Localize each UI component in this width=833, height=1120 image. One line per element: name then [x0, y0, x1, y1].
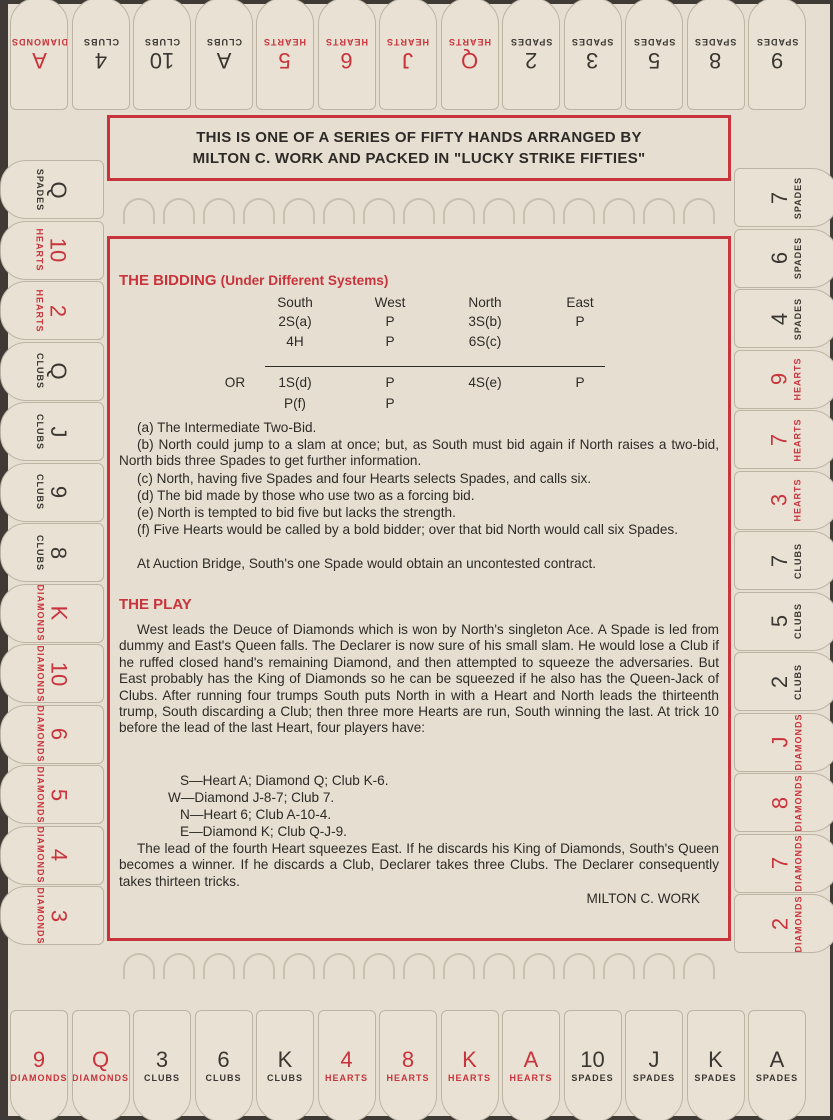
tab-rank: 10: [580, 1047, 605, 1072]
tab-label: [206, 1049, 242, 1083]
perforation-slot: [683, 198, 715, 224]
tab-label: [263, 37, 306, 71]
tab-right-11: [734, 773, 833, 832]
tab-right-3: [734, 289, 833, 348]
tab-right-13: [734, 894, 833, 953]
tab-suit: CLUBS: [793, 603, 803, 639]
tab-top-13: [748, 0, 806, 110]
tab-label: [35, 474, 69, 510]
tab-rank: 7: [767, 554, 792, 567]
note-f: (f) Five Hearts would be called by a bold bidder; over that bid North would call six Spades.: [137, 522, 679, 537]
tab-top-7: [379, 0, 437, 110]
tab-top-9: [502, 0, 560, 110]
tab-suit: DIAMONDS: [35, 826, 45, 884]
tab-right-6: [734, 471, 833, 530]
tab-label: [35, 289, 69, 332]
tab-suit: SPADES: [35, 168, 45, 211]
tab-label: [35, 645, 69, 702]
tab-suit: HEARTS: [792, 478, 803, 522]
tab-left-9: [0, 644, 104, 703]
bid-cell: P: [385, 334, 395, 349]
perforation-slot: [563, 198, 595, 224]
perforation-slot: [643, 198, 675, 224]
tab-rank: 3: [46, 909, 71, 922]
tab-right-12: [734, 834, 833, 893]
tab-label: [11, 37, 68, 71]
tab-label: [766, 357, 803, 401]
tab-left-12: [0, 826, 104, 885]
tab-label: [386, 37, 429, 71]
tab-suit: SPADES: [509, 37, 553, 47]
tab-suit: CLUBS: [144, 37, 180, 47]
tab-rank: 6: [46, 727, 71, 741]
tab-label: [144, 37, 180, 71]
tab-label: [769, 895, 803, 952]
tab-label: [769, 603, 803, 639]
tab-rank: 3: [766, 493, 792, 507]
perforation-slot: [483, 198, 515, 224]
tab-suit: SPADES: [755, 1073, 799, 1083]
tab-left-10: [0, 705, 104, 764]
tab-suit: SPADES: [755, 37, 799, 47]
bid-cell: P: [385, 375, 395, 390]
tab-rank: 9: [766, 372, 792, 386]
tab-rank: 2: [767, 675, 792, 688]
perforation-slot: [323, 198, 355, 224]
perforation-slot: [643, 953, 675, 979]
tab-suit: DIAMONDS: [793, 713, 803, 771]
tab-suit: HEARTS: [34, 228, 45, 272]
tab-label: [325, 37, 368, 71]
tab-bottom-1: [10, 1010, 68, 1120]
bid-cell: 1S(d): [278, 375, 312, 390]
perforation-slot: [243, 953, 275, 979]
tab-rank: 8: [46, 546, 71, 559]
tab-suit: SPADES: [571, 1073, 614, 1083]
hand-north: N—Heart 6; Club A-10-4.: [180, 807, 332, 822]
tab-top-12: [687, 0, 745, 110]
tab-right-5: [734, 410, 833, 469]
tab-label: [571, 37, 613, 71]
tab-rank: A: [216, 48, 231, 73]
perforation-slot: [283, 198, 315, 224]
tab-top-3: [133, 0, 191, 110]
tab-top-6: [318, 0, 376, 110]
perforation-slot: [203, 953, 235, 979]
tab-left-4: [0, 342, 104, 401]
perforation-slot: [443, 953, 475, 979]
perforation-slot: [403, 953, 435, 979]
signature: MILTON C. WORK: [586, 891, 700, 906]
tab-suit: DIAMONDS: [793, 774, 803, 831]
tab-rank: 2: [524, 48, 538, 73]
perforation-slot: [483, 953, 515, 979]
tab-suit: HEARTS: [386, 1073, 430, 1083]
tab-suit: DIAMONDS: [35, 584, 45, 642]
tab-rank: Q: [46, 180, 71, 199]
tab-label: [769, 774, 803, 831]
tab-label: [386, 1049, 429, 1083]
tab-rank: A: [523, 1047, 539, 1072]
tab-suit: HEARTS: [792, 417, 803, 462]
perforation-slot: [123, 198, 155, 224]
tab-left-1: [0, 160, 104, 219]
tab-suit: DIAMONDS: [10, 37, 68, 47]
tab-left-2: [0, 221, 104, 280]
tab-bottom-9: [502, 1010, 560, 1120]
tab-rank: 10: [45, 237, 71, 263]
note-a: (a) The Intermediate Two-Bid.: [137, 420, 317, 435]
perforation-slot: [523, 198, 555, 224]
tab-label: [448, 37, 491, 71]
bidding-title: [119, 273, 388, 289]
perforation-slot: [683, 953, 715, 979]
note-d: (d) The bid made by those who use two as a forcing bid.: [137, 488, 475, 503]
tab-label: [35, 585, 69, 642]
tab-top-11: [625, 0, 683, 110]
perforation-slot: [443, 198, 475, 224]
tab-rank: 4: [767, 312, 792, 325]
tab-rank: A: [31, 48, 47, 73]
bid-cell: P: [385, 314, 395, 329]
tab-suit: SPADES: [793, 176, 803, 219]
tab-rank: 5: [767, 614, 792, 628]
tab-rank: K: [708, 1047, 723, 1072]
tab-right-2: [734, 229, 833, 288]
tab-top-8: [441, 0, 499, 110]
bid-cell: P: [575, 375, 585, 390]
tab-rank: 8: [709, 48, 722, 73]
tab-label: [694, 1049, 736, 1083]
tab-right-10: [734, 713, 833, 772]
tab-suit: SPADES: [694, 1073, 737, 1083]
tab-rank: 5: [647, 48, 661, 73]
hand-south: S—Heart A; Diamond Q; Club K-6.: [180, 773, 389, 788]
tab-left-6: [0, 463, 104, 522]
tab-suit: DIAMONDS: [35, 887, 45, 944]
tab-label: [769, 543, 803, 579]
tab-label: [35, 766, 69, 823]
tab-label: [448, 1049, 491, 1083]
tab-rank: Q: [46, 362, 71, 380]
col-header-east: East: [566, 295, 594, 310]
tab-rank: J: [648, 1047, 660, 1072]
tab-label: [35, 353, 69, 389]
tab-rank: 9: [46, 485, 71, 499]
tab-rank: 9: [770, 48, 784, 73]
tab-label: [325, 1049, 368, 1083]
perforation-slot: [523, 953, 555, 979]
tab-bottom-2: [72, 1010, 130, 1120]
tab-left-11: [0, 765, 104, 824]
tab-rank: 9: [32, 1047, 46, 1072]
slot-row-bottom: [123, 953, 715, 979]
tab-rank: 7: [766, 433, 792, 446]
tab-bottom-12: [687, 1010, 745, 1120]
hand-west: W—Diamond J-8-7; Club 7.: [168, 790, 335, 805]
tab-suit: HEARTS: [792, 357, 803, 401]
tab-suit: SPADES: [793, 236, 803, 280]
tab-bottom-4: [195, 1010, 253, 1120]
tab-suit: CLUBS: [35, 413, 45, 450]
tab-top-2: [72, 0, 130, 110]
tab-bottom-5: [256, 1010, 314, 1120]
bidding-title-text: THE BIDDING: [119, 272, 217, 289]
tab-right-1: [734, 168, 833, 227]
perforation-slot: [123, 953, 155, 979]
tab-label: [11, 1049, 68, 1083]
tab-bottom-10: [564, 1010, 622, 1120]
tab-suit: DIAMONDS: [793, 895, 803, 952]
tab-suit: SPADES: [571, 37, 614, 47]
tab-rank: 8: [767, 796, 792, 809]
tab-rank: J: [767, 736, 792, 748]
tab-suit: DIAMONDS: [35, 766, 45, 823]
col-header-west: West: [374, 295, 406, 310]
tab-label: [83, 37, 119, 71]
tab-rank: 7: [767, 856, 792, 870]
tab-rank: K: [46, 605, 71, 621]
tab-rank: 2: [767, 917, 792, 930]
perforation-slot: [203, 198, 235, 224]
tab-rank: 4: [94, 48, 107, 73]
bid-cell: 4H: [286, 334, 304, 349]
tab-right-7: [734, 531, 833, 590]
tab-rank: 4: [46, 848, 71, 862]
tab-label: [35, 706, 69, 763]
tab-left-7: [0, 523, 104, 582]
tab-label: [35, 535, 69, 571]
tab-bottom-6: [318, 1010, 376, 1120]
play-paragraph-2: The lead of the fourth Heart squeezes East. If he discards his King of Diamonds, South's Queen becomes a winner. If he discards a Club, Declarer takes three Clubs. The Declarer consequently takes thirteen tricks.: [119, 841, 719, 889]
tab-rank: A: [769, 1047, 785, 1072]
tab-label: [35, 168, 69, 210]
tab-rank: 5: [278, 48, 292, 73]
perforation-slot: [283, 953, 315, 979]
tab-suit: DIAMONDS: [35, 645, 45, 702]
tab-label: [633, 37, 675, 71]
tab-suit: CLUBS: [35, 353, 45, 389]
tab-rank: 6: [767, 251, 792, 265]
slot-row-top: [123, 198, 715, 224]
tab-left-3: [0, 281, 104, 340]
tab-label: [510, 37, 552, 71]
col-header-south: South: [277, 295, 313, 310]
tab-rank: 10: [46, 661, 71, 686]
note-c: (c) North, having five Spades and four Hearts selects Spades, and calls six.: [137, 471, 592, 486]
tab-rank: 3: [586, 48, 599, 73]
perforation-slot: [363, 953, 395, 979]
tab-bottom-8: [441, 1010, 499, 1120]
bid-cell: 4S(e): [468, 375, 502, 390]
perforation-slot: [603, 198, 635, 224]
header-box: [107, 115, 731, 181]
tab-suit: DIAMONDS: [793, 834, 803, 892]
tab-suit: CLUBS: [205, 37, 242, 47]
tab-label: [35, 827, 69, 884]
hand-east: E—Diamond K; Club Q-J-9.: [180, 824, 347, 839]
tab-suit: CLUBS: [35, 534, 45, 571]
tab-label: [766, 417, 803, 462]
perforation-slot: [163, 198, 195, 224]
tab-right-4: [734, 350, 833, 409]
tab-label: [72, 1049, 129, 1083]
tab-label: [769, 714, 803, 771]
tab-rank: 8: [401, 1047, 415, 1072]
tab-suit: HEARTS: [447, 1073, 491, 1083]
tab-suit: CLUBS: [82, 37, 119, 47]
tab-rank: J: [402, 48, 414, 73]
tab-label: [571, 1049, 613, 1083]
tab-right-9: [734, 652, 833, 711]
tab-rank: K: [277, 1047, 293, 1072]
tab-label: [766, 478, 803, 522]
tab-suit: SPADES: [632, 37, 676, 47]
tab-suit: HEARTS: [324, 1073, 368, 1083]
bid-cell: 3S(b): [468, 314, 502, 329]
main-text-box: [107, 236, 731, 941]
note-auction: At Auction Bridge, South's one Spade would obtain an uncontested contract.: [137, 556, 597, 571]
tab-label: [35, 887, 69, 944]
tab-top-1: [10, 0, 68, 110]
tab-label: [206, 37, 242, 71]
play-paragraph-1: West leads the Deuce of Diamonds which is won by North's singleton Ace. A Spade is led from dummy and East's Queen falls. The Declarer is now sure of his small slam. He would lose a Club if he ruffed closed hand's remaining Diamond, and then attempted to squeeze the adversaries. But East probably has the King of Diamonds so he can be squeezed if he also has the Queen-Jack of Clubs. After running four trumps South puts North in with a Heart and North leads the thirteenth trump, South discarding a Club; then three more Hearts are run, South winning the last. At trick 10 before the lead of the last Heart, four players have:: [119, 622, 719, 736]
tab-rank: J: [46, 426, 71, 437]
perforation-slot: [403, 198, 435, 224]
tab-label: [769, 297, 803, 339]
tab-label: [35, 228, 69, 271]
bidding-divider: [265, 366, 605, 367]
tab-suit: CLUBS: [205, 1073, 242, 1083]
tab-rank: 6: [340, 48, 353, 73]
tab-top-10: [564, 0, 622, 110]
tab-suit: DIAMONDS: [10, 1073, 68, 1083]
tab-suit: HEARTS: [447, 37, 491, 47]
note-b: (b) North could jump to a slam at once; but, as South must bid again if North raises a two-bid, North bids three Spades to get further information.: [119, 437, 719, 469]
perforation-slot: [243, 198, 275, 224]
tab-label: [509, 1049, 552, 1083]
tab-suit: SPADES: [694, 37, 737, 47]
tab-rank: 6: [217, 1047, 230, 1072]
bid-cell: P: [575, 314, 585, 329]
perforation-slot: [363, 198, 395, 224]
perforation-slot: [163, 953, 195, 979]
tab-suit: CLUBS: [35, 474, 45, 510]
perforation-slot: [603, 953, 635, 979]
tab-bottom-13: [748, 1010, 806, 1120]
tab-rank: Q: [91, 1047, 110, 1072]
header-line-1: THIS IS ONE OF A SERIES OF FIFTY HANDS ARRANGED BY: [196, 129, 642, 146]
tab-rank: 7: [767, 191, 792, 204]
tab-label: [769, 237, 803, 279]
col-header-north: North: [468, 295, 502, 310]
tab-suit: DIAMONDS: [72, 1073, 129, 1083]
tab-left-13: [0, 886, 104, 945]
tab-rank: 5: [46, 788, 71, 801]
tab-suit: SPADES: [632, 1073, 676, 1083]
tab-left-8: [0, 584, 104, 643]
tab-bottom-11: [625, 1010, 683, 1120]
or-label: OR: [224, 375, 246, 390]
tab-label: [769, 664, 803, 700]
tab-label: [769, 835, 803, 892]
tab-right-8: [734, 592, 833, 651]
tab-suit: CLUBS: [267, 1073, 303, 1083]
note-e: (e) North is tempted to bid five but lacks the strength.: [137, 505, 456, 520]
tab-top-5: [256, 0, 314, 110]
header-line-2: MILTON C. WORK AND PACKED IN "LUCKY STRIKE FIFTIES": [192, 150, 646, 167]
bid-cell: 6S(c): [468, 334, 502, 349]
play-title: THE PLAY: [119, 596, 192, 613]
tab-label: [756, 1049, 798, 1083]
tab-rank: 4: [340, 1047, 353, 1072]
tab-rank: 10: [149, 48, 175, 73]
bid-cell: P(f): [284, 396, 306, 411]
tab-label: [769, 176, 803, 218]
perforation-slot: [563, 953, 595, 979]
tab-suit: CLUBS: [793, 663, 803, 700]
tab-left-5: [0, 402, 104, 461]
tab-top-4: [195, 0, 253, 110]
tab-label: [144, 1049, 180, 1083]
tab-suit: SPADES: [793, 297, 803, 340]
bid-cell: 2S(a): [278, 314, 312, 329]
tab-rank: K: [462, 1047, 477, 1072]
bidding-subtitle: (Under Different Systems): [220, 273, 389, 288]
tab-suit: HEARTS: [386, 37, 430, 47]
tab-suit: HEARTS: [324, 37, 368, 47]
tab-rank: 3: [155, 1047, 169, 1072]
tab-label: [267, 1049, 303, 1083]
tab-suit: DIAMONDS: [35, 705, 45, 763]
tab-suit: HEARTS: [34, 288, 45, 333]
tab-label: [756, 37, 798, 71]
tab-suit: HEARTS: [509, 1073, 553, 1083]
perforation-slot: [323, 953, 355, 979]
tab-label: [35, 414, 69, 450]
tab-label: [633, 1049, 675, 1083]
tab-bottom-3: [133, 1010, 191, 1120]
tab-suit: CLUBS: [793, 542, 803, 579]
tab-suit: CLUBS: [144, 1073, 180, 1083]
bid-cell: P: [385, 396, 395, 411]
tab-rank: 2: [45, 304, 71, 317]
tab-label: [694, 37, 736, 71]
tab-suit: HEARTS: [263, 37, 307, 47]
tab-rank: Q: [460, 48, 479, 73]
tab-bottom-7: [379, 1010, 437, 1120]
